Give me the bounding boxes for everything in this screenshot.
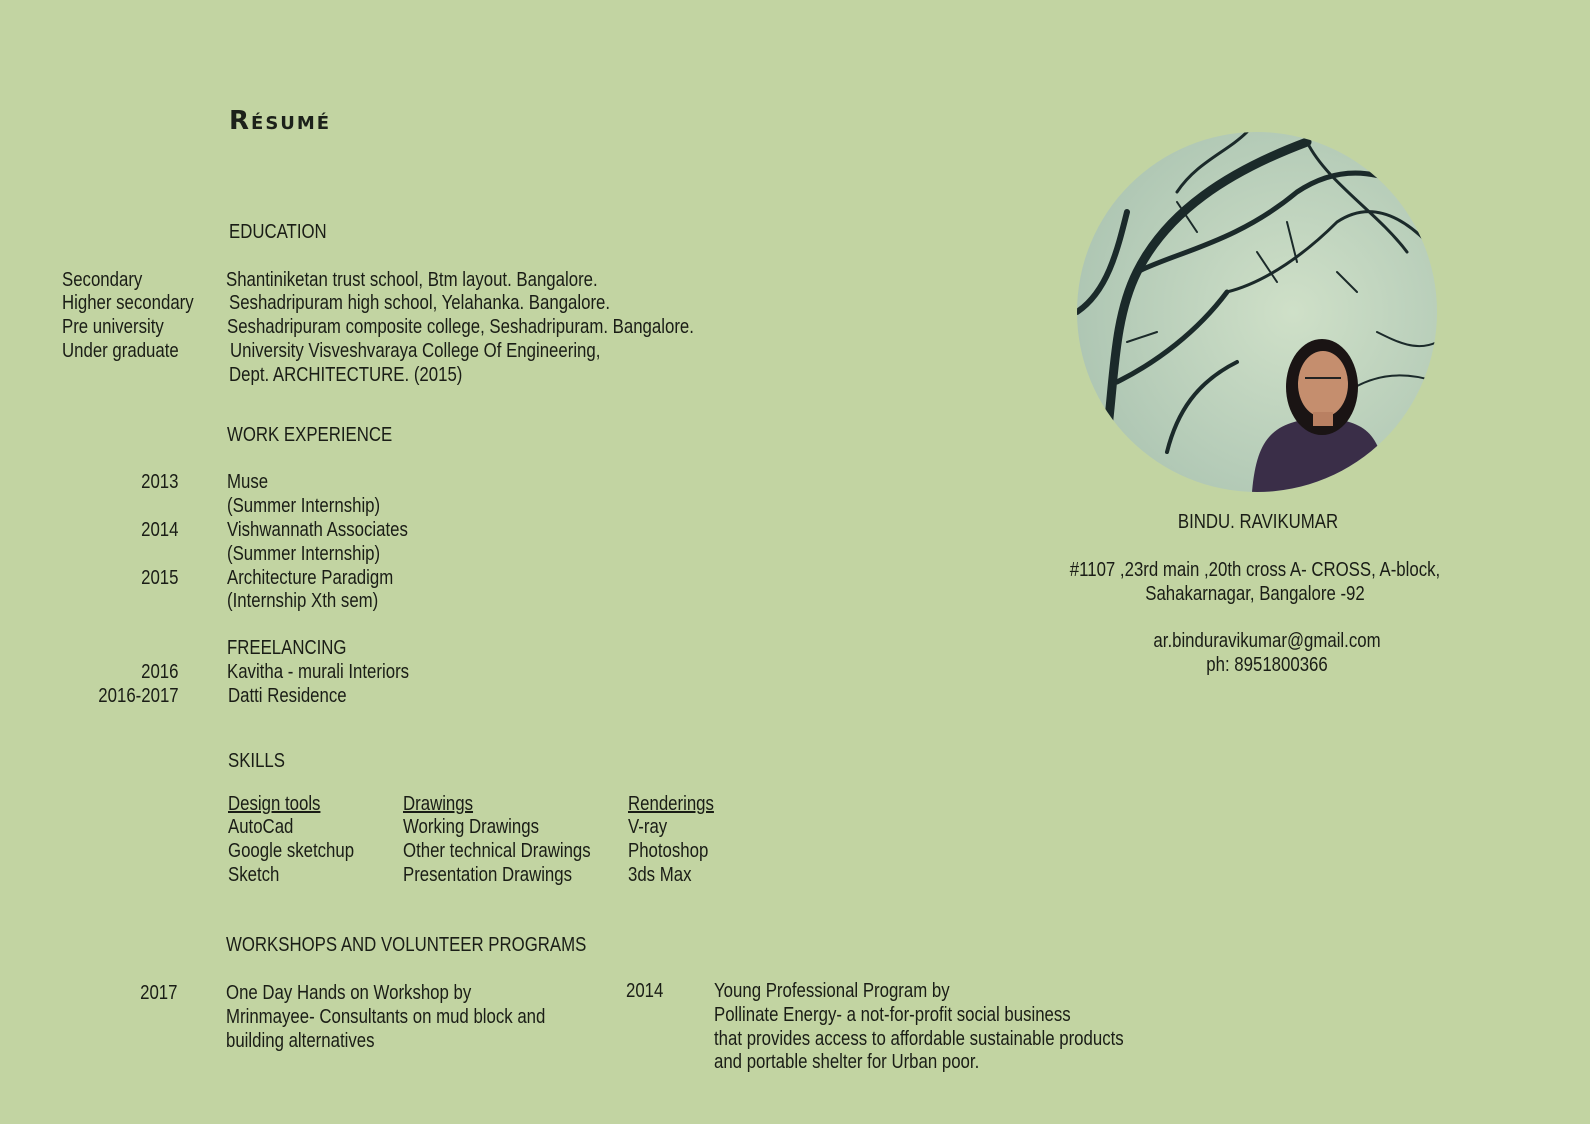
freelance-name: Kavitha - murali Interiors (227, 661, 410, 683)
edu-label: Higher secondary (62, 292, 194, 314)
edu-value: Dept. ARCHITECTURE. (2015) (229, 364, 463, 386)
work-heading: WORK EXPERIENCE (227, 424, 393, 446)
skill-item: Sketch (228, 864, 280, 886)
freelance-year: 2016-2017 (98, 685, 179, 707)
workshop-line: building alternatives (226, 1030, 375, 1052)
work-note: (Summer Internship) (227, 543, 381, 565)
workshop-line: that provides access to affordable sustainable products (714, 1028, 1124, 1050)
work-year: 2014 (140, 519, 178, 541)
workshops-heading: WORKSHOPS AND VOLUNTEER PROGRAMS (226, 934, 587, 956)
workshop-year: 2014 (626, 980, 664, 1002)
edu-value: Shantiniketan trust school, Btm layout. Bangalore. (226, 269, 598, 291)
edu-label: Secondary (62, 269, 143, 291)
workshop-year: 2017 (139, 982, 177, 1004)
work-name: Muse (227, 471, 269, 493)
freelancing-heading: FREELANCING (227, 637, 347, 659)
skill-column-title: Drawings (403, 793, 474, 815)
skill-column-title: Renderings (628, 793, 714, 815)
work-name: Architecture Paradigm (227, 567, 394, 589)
edu-value: University Visveshvaraya College Of Engineering, (230, 340, 601, 362)
skill-column-title: Design tools (228, 793, 321, 815)
contact-address: Sahakarnagar, Bangalore -92 (1145, 583, 1365, 605)
work-note: (Summer Internship) (227, 495, 381, 517)
work-note: (Internship Xth sem) (227, 590, 379, 612)
workshop-line: Mrinmayee- Consultants on mud block and (226, 1006, 546, 1028)
edu-value: Seshadripuram composite college, Seshadripuram. Bangalore. (227, 316, 694, 338)
skills-heading: SKILLS (228, 750, 285, 772)
freelance-year: 2016 (140, 661, 178, 683)
workshop-line: Young Professional Program by (714, 980, 950, 1002)
edu-value: Seshadripuram high school, Yelahanka. Bangalore. (229, 292, 611, 314)
profile-photo (1077, 132, 1437, 492)
contact-email[interactable]: ar.binduravikumar@gmail.com (1153, 630, 1381, 652)
skill-item: Other technical Drawings (403, 840, 591, 862)
workshop-line: and portable shelter for Urban poor. (714, 1051, 980, 1073)
skill-item: Presentation Drawings (403, 864, 573, 886)
work-year: 2015 (140, 567, 178, 589)
skill-item: Google sketchup (228, 840, 355, 862)
skill-item: AutoCad (228, 816, 294, 838)
work-year: 2013 (140, 471, 178, 493)
contact-name: BINDU. RAVIKUMAR (1177, 511, 1339, 533)
edu-label: Under graduate (62, 340, 179, 362)
contact-phone: ph: 8951800366 (1206, 654, 1328, 676)
skill-item: 3ds Max (628, 864, 692, 886)
resume-title: Résumé (229, 106, 332, 136)
contact-address: #1107 ,23rd main ,20th cross A- CROSS, A-block, (1069, 559, 1441, 581)
workshop-line: One Day Hands on Workshop by (226, 982, 472, 1004)
skill-item: V-ray (628, 816, 668, 838)
work-name: Vishwannath Associates (227, 519, 408, 541)
skill-item: Working Drawings (403, 816, 540, 838)
edu-label: Pre university (62, 316, 164, 338)
workshop-line: Pollinate Energy- a not-for-profit social business (714, 1004, 1071, 1026)
freelance-name: Datti Residence (228, 685, 347, 707)
education-heading: EDUCATION (229, 221, 327, 243)
skill-item: Photoshop (628, 840, 709, 862)
